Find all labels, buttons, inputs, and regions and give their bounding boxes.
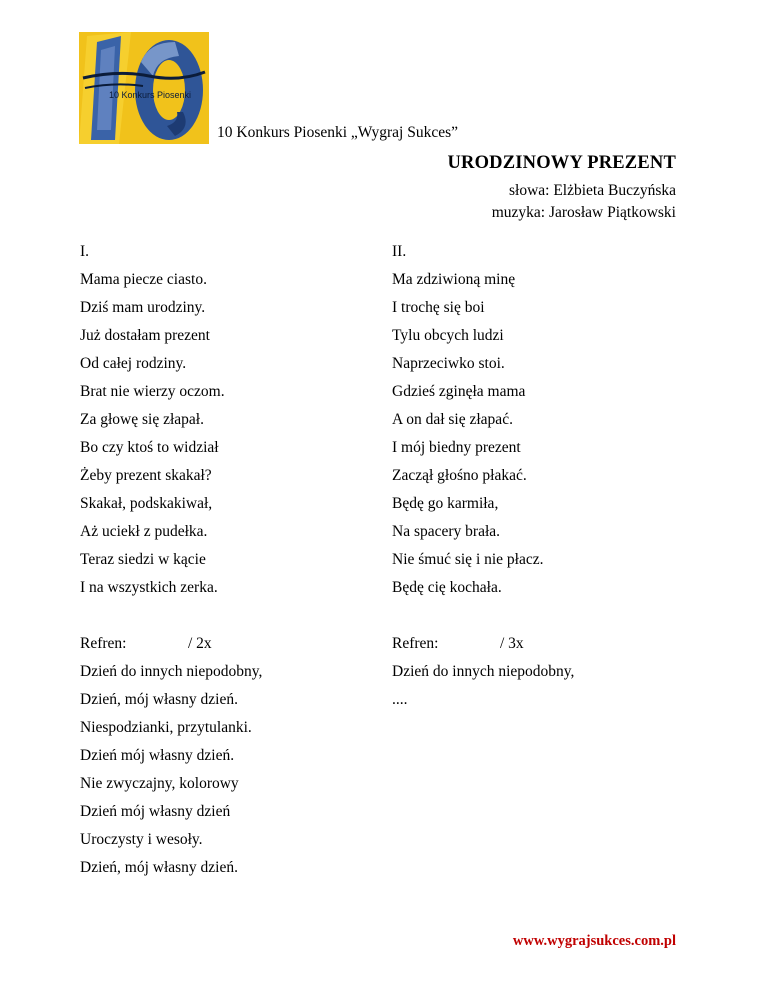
lyric-line: Mama piecze ciasto.	[80, 271, 207, 288]
lyric-line: Za głowę się złapał.	[80, 411, 204, 428]
lyric-line: Dziś mam urodziny.	[80, 299, 206, 316]
music-author: muzyka: Jarosław Piątkowski	[491, 204, 676, 221]
lyric-line: Skakał, podskakiwał,	[80, 495, 213, 512]
lyric-line: Dzień, mój własny dzień.	[80, 691, 238, 708]
lyric-line: Nie śmuć się i nie płacz.	[392, 551, 544, 568]
lyric-line: Tylu obcych ludzi	[392, 327, 504, 344]
refrain-label: Refren:	[392, 635, 439, 652]
refrain-repeat: / 3x	[500, 635, 524, 652]
lyric-line: Naprzeciwko stoi.	[392, 355, 505, 372]
lyric-line: I mój biedny prezent	[392, 439, 521, 456]
logo-text: 10 Konkurs Piosenki	[109, 90, 192, 100]
left-column	[80, 238, 380, 882]
lyric-line: Brat nie wierzy oczom.	[80, 383, 225, 400]
right-column	[392, 238, 692, 714]
lyric-line: Już dostałam prezent	[80, 327, 210, 344]
lyric-line: Nie zwyczajny, kolorowy	[80, 775, 239, 792]
lyric-line: Będę go karmiła,	[392, 495, 499, 512]
refrain-label: Refren:	[80, 635, 127, 652]
lyric-line: Niespodzianki, przytulanki.	[80, 719, 252, 736]
lyrics-author: słowa: Elżbieta Buczyńska	[508, 182, 676, 199]
lyric-line: Aż uciekł z pudełka.	[80, 523, 208, 540]
refrain-header	[80, 630, 380, 658]
lyric-line: I na wszystkich zerka.	[80, 579, 218, 596]
lyric-line: Ma zdziwioną minę	[392, 271, 516, 288]
contest-logo	[79, 32, 209, 144]
lyric-line: Dzień mój własny dzień	[80, 803, 231, 820]
lyric-line: Będę cię kochała.	[392, 579, 502, 596]
song-title: URODZINOWY PREZENT	[447, 153, 676, 173]
lyric-line: Gdzieś zginęła mama	[392, 383, 526, 400]
spacer	[392, 602, 692, 630]
logo-graphic	[79, 32, 209, 144]
spacer	[80, 602, 380, 630]
lyric-line: Teraz siedzi w kącie	[80, 551, 206, 568]
lyric-line: A on dał się złapać.	[392, 411, 513, 428]
lyric-line: Bo czy ktoś to widział	[80, 439, 219, 456]
refrain-header	[392, 630, 692, 658]
lyric-line: Dzień do innych niepodobny,	[392, 663, 575, 680]
verse-number: I.	[80, 243, 90, 260]
lyric-line: Dzień mój własny dzień.	[80, 747, 235, 764]
lyric-line: Żeby prezent skakał?	[80, 467, 212, 484]
lyric-line: Na spacery brała.	[392, 523, 501, 540]
lyric-line: Od całej rodziny.	[80, 355, 187, 372]
lyric-line: Dzień, mój własny dzień.	[80, 859, 238, 876]
lyric-line: Dzień do innych niepodobny,	[80, 663, 263, 680]
lyric-line: Uroczysty i wesoły.	[80, 831, 203, 848]
lyric-line: Zaczął głośno płakać.	[392, 467, 527, 484]
verse-number: II.	[392, 243, 407, 260]
refrain-repeat: / 2x	[188, 635, 212, 652]
contest-title: 10 Konkurs Piosenki „Wygraj Sukces”	[217, 124, 458, 141]
lyric-line: I trochę się boi	[392, 299, 485, 316]
lyric-line: ....	[392, 691, 408, 708]
website-link[interactable]: www.wygrajsukces.com.pl	[512, 933, 676, 949]
